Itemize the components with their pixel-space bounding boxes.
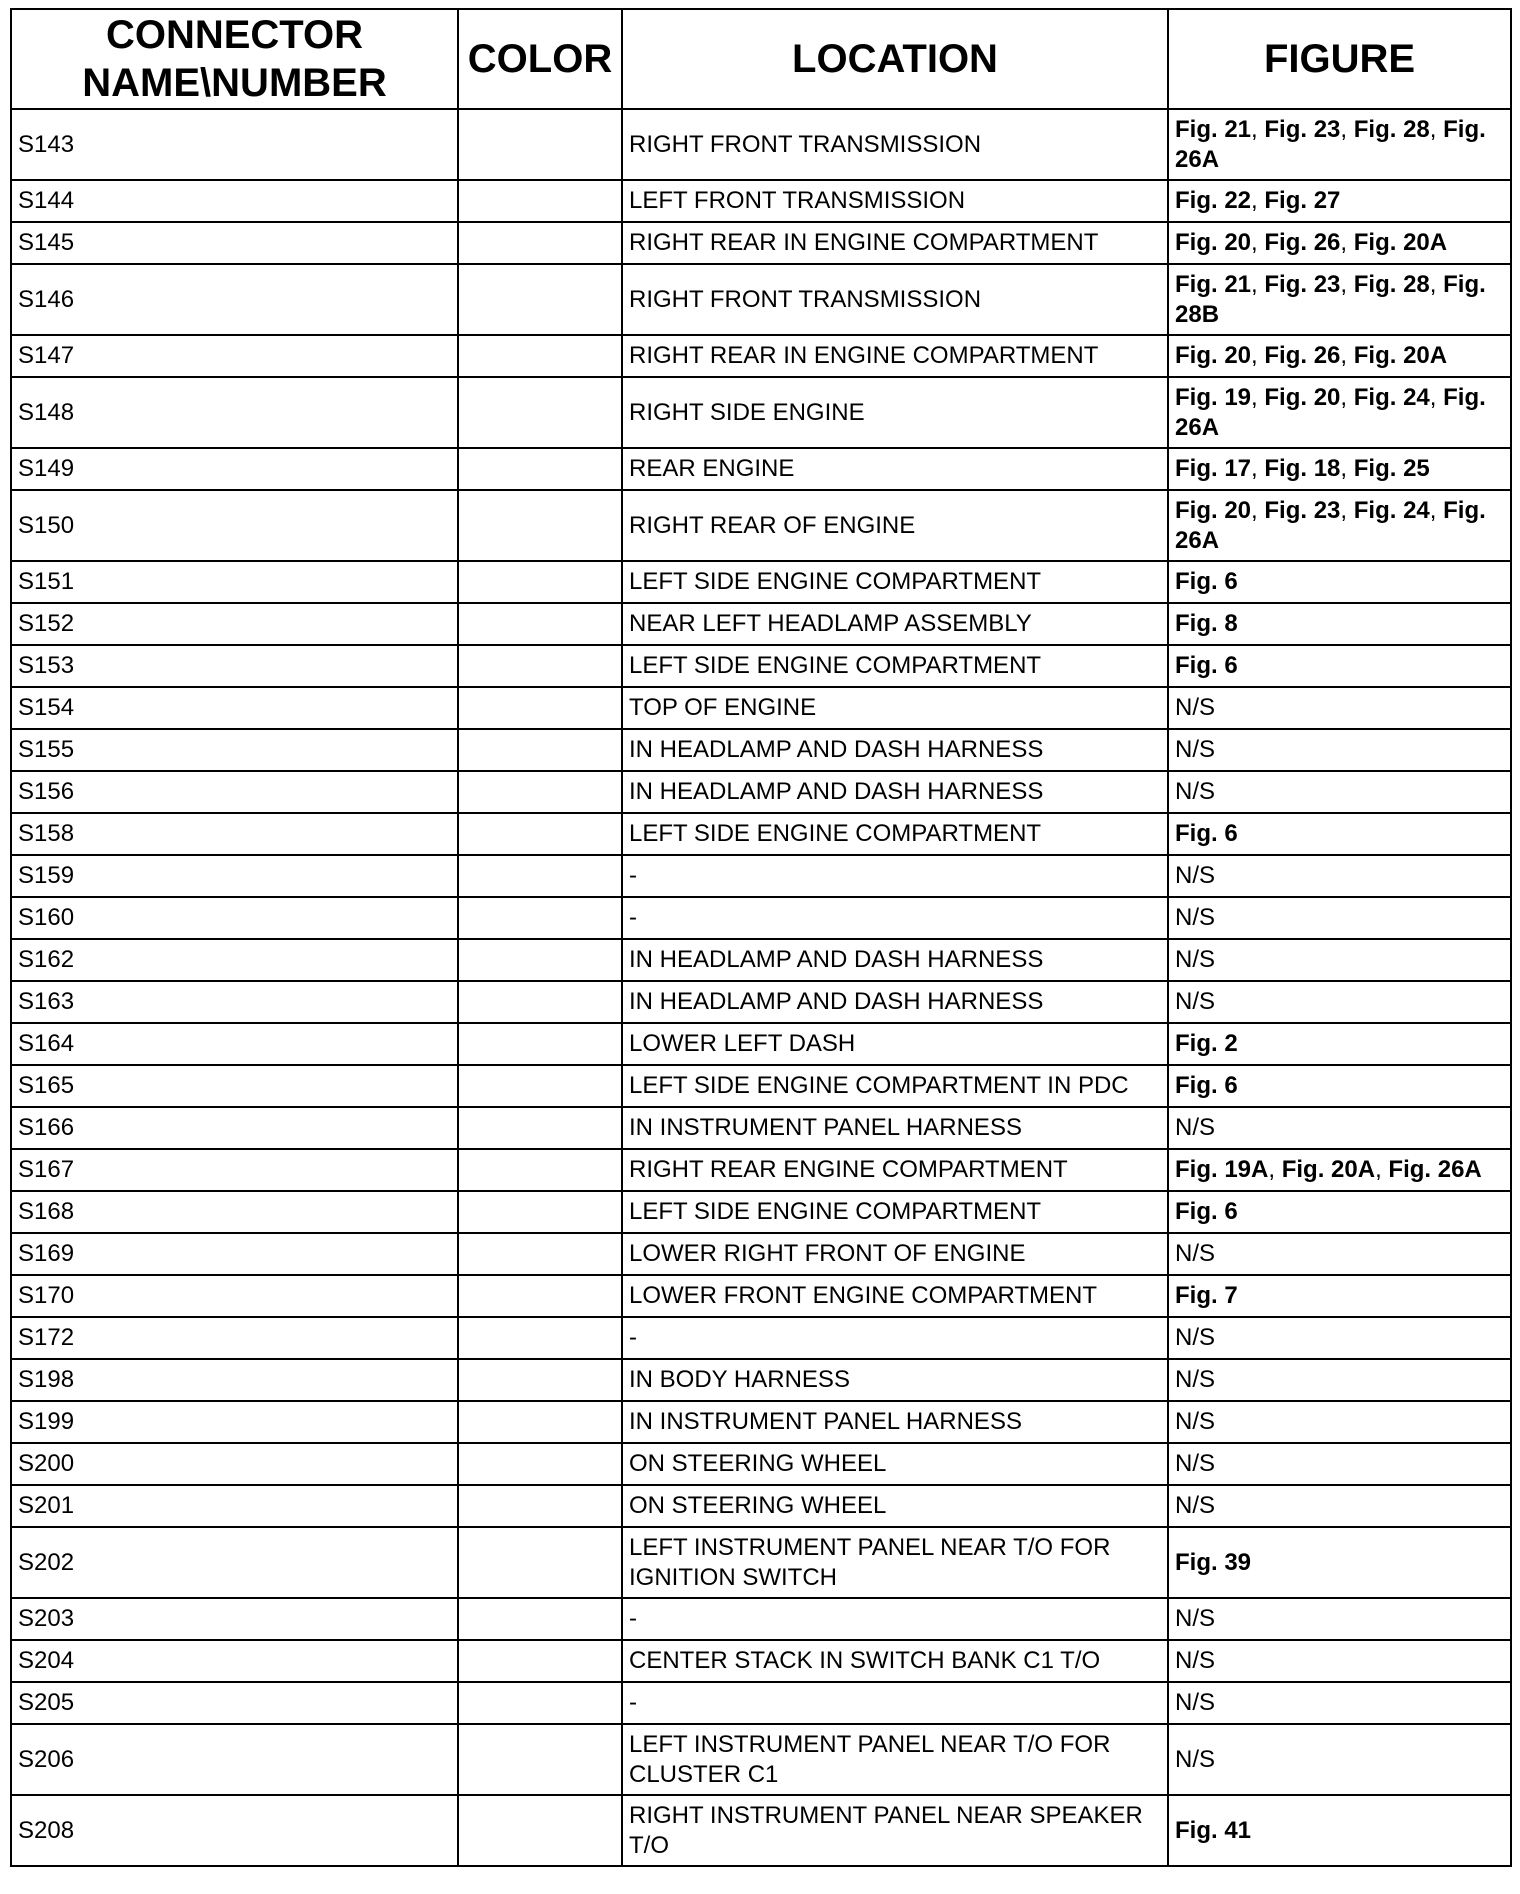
connector-location: IN BODY HARNESS: [622, 1359, 1168, 1401]
connector-location: IN INSTRUMENT PANEL HARNESS: [622, 1401, 1168, 1443]
connector-location: CENTER STACK IN SWITCH BANK C1 T/O: [622, 1640, 1168, 1682]
connector-figure: [1168, 603, 1511, 645]
figure-reference: Fig. 26A: [1175, 496, 1486, 554]
connector-location: -: [622, 1598, 1168, 1640]
connector-color: [458, 603, 622, 645]
figure-reference: Fig. 26: [1264, 342, 1341, 369]
figure-reference: Fig. 23: [1264, 115, 1341, 143]
connector-name: S143: [11, 109, 458, 180]
connector-figure: N/S: [1168, 1598, 1511, 1640]
connector-color: [458, 771, 622, 813]
connector-name: S208: [11, 1795, 458, 1866]
connector-name: S153: [11, 645, 458, 687]
connector-name: S200: [11, 1443, 458, 1485]
connector-figure: N/S: [1168, 1682, 1511, 1724]
connector-color: [458, 448, 622, 490]
table-row: [11, 264, 1511, 335]
table-row: [11, 939, 1511, 981]
connector-color: [458, 1317, 622, 1359]
figure-reference: Fig. 28B: [1175, 270, 1486, 328]
connector-location: RIGHT INSTRUMENT PANEL NEAR SPEAKER T/O: [622, 1795, 1168, 1866]
connector-color: [458, 1527, 622, 1598]
figure-reference: Fig. 20: [1175, 342, 1252, 369]
connector-name: S169: [11, 1233, 458, 1275]
table-row: [11, 1795, 1511, 1866]
connector-figure: Fig. 20, Fig. 26, Fig. 20A: [1168, 335, 1511, 377]
header-connector: CONNECTOR NAME\NUMBER: [11, 9, 458, 109]
figure-reference: Fig. 26A: [1175, 383, 1486, 441]
connector-name: S156: [11, 771, 458, 813]
connector-location: ON STEERING WHEEL: [622, 1443, 1168, 1485]
connector-name: S155: [11, 729, 458, 771]
table-row: [11, 981, 1511, 1023]
connector-figure: [1168, 561, 1511, 603]
connector-location: IN HEADLAMP AND DASH HARNESS: [622, 729, 1168, 771]
figure-reference: Fig. 20: [1264, 383, 1341, 411]
connector-color: [458, 1682, 622, 1724]
table-row: [11, 603, 1511, 645]
header-figure: FIGURE: [1168, 9, 1511, 109]
connector-figure: [1168, 813, 1511, 855]
connector-name: S199: [11, 1401, 458, 1443]
connector-color: [458, 687, 622, 729]
connector-name: S204: [11, 1640, 458, 1682]
figure-reference: Fig. 21: [1175, 270, 1252, 298]
connector-color: [458, 264, 622, 335]
connector-figure: N/S: [1168, 687, 1511, 729]
table-row: [11, 855, 1511, 897]
connector-location: LEFT FRONT TRANSMISSION: [622, 180, 1168, 222]
connector-color: [458, 1359, 622, 1401]
connector-figure: N/S: [1168, 1443, 1511, 1485]
connector-name: S148: [11, 377, 458, 448]
connector-name: S167: [11, 1149, 458, 1191]
figure-reference: Fig. 20A: [1281, 1156, 1376, 1183]
figure-reference: Fig. 28: [1353, 270, 1430, 298]
table-row: [11, 897, 1511, 939]
connector-color: [458, 729, 622, 771]
connector-location: RIGHT REAR IN ENGINE COMPARTMENT: [622, 222, 1168, 264]
connector-figure: Fig. 20, Fig. 26, Fig. 20A: [1168, 222, 1511, 264]
table-row: [11, 1443, 1511, 1485]
connector-figure: Fig. 22, Fig. 27: [1168, 180, 1511, 222]
connector-figure: [1168, 1065, 1511, 1107]
connector-location: LOWER RIGHT FRONT OF ENGINE: [622, 1233, 1168, 1275]
connector-name: S147: [11, 335, 458, 377]
connector-location: LEFT SIDE ENGINE COMPARTMENT: [622, 813, 1168, 855]
connector-color: [458, 377, 622, 448]
connector-color: [458, 855, 622, 897]
connector-location: ON STEERING WHEEL: [622, 1485, 1168, 1527]
connector-figure: N/S: [1168, 855, 1511, 897]
connector-name: S166: [11, 1107, 458, 1149]
connector-figure: Fig. 21, Fig. 23, Fig. 28, Fig. 26A: [1168, 109, 1511, 180]
connector-color: [458, 180, 622, 222]
connector-name: S198: [11, 1359, 458, 1401]
figure-reference: Fig. 18: [1264, 455, 1341, 482]
connector-location: IN HEADLAMP AND DASH HARNESS: [622, 939, 1168, 981]
figure-reference: Fig. 8: [1175, 610, 1238, 637]
connector-location: LEFT INSTRUMENT PANEL NEAR T/O FOR IGNITION SWITCH: [622, 1527, 1168, 1598]
figure-reference: Fig. 6: [1175, 568, 1238, 595]
connector-color: [458, 939, 622, 981]
table-row: [11, 1401, 1511, 1443]
figure-reference: Fig. 39: [1175, 1548, 1252, 1576]
table-row: [11, 1682, 1511, 1724]
connector-figure: [1168, 1275, 1511, 1317]
connector-name: S145: [11, 222, 458, 264]
connector-location: IN HEADLAMP AND DASH HARNESS: [622, 771, 1168, 813]
connector-color: [458, 1598, 622, 1640]
connector-name: S172: [11, 1317, 458, 1359]
table-row: [11, 561, 1511, 603]
connector-location: LEFT SIDE ENGINE COMPARTMENT: [622, 1191, 1168, 1233]
connector-location: LOWER FRONT ENGINE COMPARTMENT: [622, 1275, 1168, 1317]
connector-color: [458, 222, 622, 264]
table-row: [11, 1065, 1511, 1107]
figure-reference: Fig. 19A: [1175, 1156, 1269, 1183]
connector-name: S170: [11, 1275, 458, 1317]
connector-location: -: [622, 855, 1168, 897]
figure-reference: Fig. 6: [1175, 1198, 1238, 1225]
figure-reference: Fig. 20A: [1353, 229, 1448, 256]
connector-location: IN HEADLAMP AND DASH HARNESS: [622, 981, 1168, 1023]
connector-figure: N/S: [1168, 1317, 1511, 1359]
connector-name: S201: [11, 1485, 458, 1527]
connector-name: S158: [11, 813, 458, 855]
figure-reference: Fig. 26: [1264, 229, 1341, 256]
table-row: [11, 1598, 1511, 1640]
connector-location: REAR ENGINE: [622, 448, 1168, 490]
connector-name: S162: [11, 939, 458, 981]
connector-location: RIGHT REAR IN ENGINE COMPARTMENT: [622, 335, 1168, 377]
header-row: [11, 9, 1511, 109]
figure-reference: Fig. 19: [1175, 383, 1252, 411]
connector-figure: [1168, 1795, 1511, 1866]
connector-color: [458, 1485, 622, 1527]
connector-location: LOWER LEFT DASH: [622, 1023, 1168, 1065]
table-row: [11, 1107, 1511, 1149]
connector-location: RIGHT REAR ENGINE COMPARTMENT: [622, 1149, 1168, 1191]
table-row: [11, 222, 1511, 264]
table-row: [11, 687, 1511, 729]
connector-color: [458, 490, 622, 561]
connector-location: RIGHT FRONT TRANSMISSION: [622, 264, 1168, 335]
connector-figure: N/S: [1168, 939, 1511, 981]
connector-location: LEFT SIDE ENGINE COMPARTMENT: [622, 645, 1168, 687]
connector-color: [458, 1107, 622, 1149]
header-color: COLOR: [458, 9, 622, 109]
connector-name: S149: [11, 448, 458, 490]
connector-location: LEFT SIDE ENGINE COMPARTMENT: [622, 561, 1168, 603]
connector-location: IN INSTRUMENT PANEL HARNESS: [622, 1107, 1168, 1149]
connector-figure: [1168, 1527, 1511, 1598]
connector-figure: N/S: [1168, 729, 1511, 771]
figure-reference: Fig. 6: [1175, 1072, 1238, 1099]
connector-figure: Fig. 19A, Fig. 20A, Fig. 26A: [1168, 1149, 1511, 1191]
connector-color: [458, 1401, 622, 1443]
connector-figure: N/S: [1168, 771, 1511, 813]
table-row: [11, 335, 1511, 377]
table-row: [11, 813, 1511, 855]
connector-figure: [1168, 645, 1511, 687]
connector-color: [458, 645, 622, 687]
table-row: [11, 448, 1511, 490]
connector-figure: Fig. 17, Fig. 18, Fig. 25: [1168, 448, 1511, 490]
connector-location: -: [622, 1682, 1168, 1724]
table-row: [11, 109, 1511, 180]
figure-reference: Fig. 41: [1175, 1816, 1252, 1844]
figure-reference: Fig. 28: [1353, 115, 1430, 143]
figure-reference: Fig. 23: [1264, 270, 1341, 298]
table-row: [11, 1023, 1511, 1065]
connector-figure: N/S: [1168, 1359, 1511, 1401]
table-row: [11, 1191, 1511, 1233]
connector-name: S168: [11, 1191, 458, 1233]
connector-figure: N/S: [1168, 1485, 1511, 1527]
connector-location: TOP OF ENGINE: [622, 687, 1168, 729]
connector-location: -: [622, 897, 1168, 939]
connector-color: [458, 1023, 622, 1065]
connector-figure: N/S: [1168, 897, 1511, 939]
connector-name: S163: [11, 981, 458, 1023]
figure-reference: Fig. 7: [1175, 1282, 1238, 1309]
connector-color: [458, 1443, 622, 1485]
connector-figure: [1168, 1023, 1511, 1065]
figure-reference: Fig. 26A: [1175, 115, 1486, 173]
connector-color: [458, 897, 622, 939]
connector-color: [458, 1795, 622, 1866]
figure-reference: Fig. 20: [1175, 229, 1252, 256]
header-location: LOCATION: [622, 9, 1168, 109]
table-row: [11, 1527, 1511, 1598]
connector-name: S160: [11, 897, 458, 939]
table-row: [11, 1359, 1511, 1401]
connector-location: RIGHT SIDE ENGINE: [622, 377, 1168, 448]
figure-reference: Fig. 6: [1175, 652, 1238, 679]
connector-figure: N/S: [1168, 981, 1511, 1023]
connector-location: RIGHT REAR OF ENGINE: [622, 490, 1168, 561]
connector-name: S164: [11, 1023, 458, 1065]
figure-reference: Fig. 6: [1175, 820, 1238, 847]
table-row: [11, 1485, 1511, 1527]
connector-color: [458, 1065, 622, 1107]
connector-color: [458, 1724, 622, 1795]
figure-reference: Fig. 21: [1175, 115, 1252, 143]
connector-location: LEFT SIDE ENGINE COMPARTMENT IN PDC: [622, 1065, 1168, 1107]
connector-location: RIGHT FRONT TRANSMISSION: [622, 109, 1168, 180]
connector-figure: N/S: [1168, 1401, 1511, 1443]
connector-location: -: [622, 1317, 1168, 1359]
connector-figure: Fig. 19, Fig. 20, Fig. 24, Fig. 26A: [1168, 377, 1511, 448]
figure-reference: Fig. 27: [1264, 187, 1341, 214]
connector-name: S206: [11, 1724, 458, 1795]
figure-reference: Fig. 20: [1175, 496, 1252, 524]
connector-color: [458, 1233, 622, 1275]
figure-reference: Fig. 26A: [1388, 1156, 1482, 1183]
table-row: [11, 729, 1511, 771]
connector-color: [458, 1275, 622, 1317]
figure-reference: Fig. 2: [1175, 1030, 1238, 1057]
table-row: [11, 645, 1511, 687]
figure-reference: Fig. 25: [1353, 455, 1430, 482]
connector-name: S151: [11, 561, 458, 603]
connector-name: S146: [11, 264, 458, 335]
figure-reference: Fig. 23: [1264, 496, 1341, 524]
connector-figure: Fig. 21, Fig. 23, Fig. 28, Fig. 28B: [1168, 264, 1511, 335]
connector-figure: Fig. 20, Fig. 23, Fig. 24, Fig. 26A: [1168, 490, 1511, 561]
connector-name: S152: [11, 603, 458, 645]
table-row: [11, 1640, 1511, 1682]
connector-color: [458, 109, 622, 180]
connector-table: [10, 8, 1512, 1867]
connector-color: [458, 335, 622, 377]
table-row: [11, 180, 1511, 222]
table-row: [11, 377, 1511, 448]
table-row: [11, 1275, 1511, 1317]
table-row: [11, 1724, 1511, 1795]
connector-name: S154: [11, 687, 458, 729]
figure-reference: Fig. 22: [1175, 187, 1252, 214]
connector-figure: N/S: [1168, 1724, 1511, 1795]
connector-color: [458, 1149, 622, 1191]
figure-reference: Fig. 17: [1175, 455, 1252, 482]
figure-reference: Fig. 24: [1353, 383, 1430, 411]
connector-figure: N/S: [1168, 1107, 1511, 1149]
connector-name: S150: [11, 490, 458, 561]
connector-color: [458, 561, 622, 603]
connector-name: S205: [11, 1682, 458, 1724]
connector-name: S159: [11, 855, 458, 897]
table-row: [11, 490, 1511, 561]
connector-location: NEAR LEFT HEADLAMP ASSEMBLY: [622, 603, 1168, 645]
connector-figure: N/S: [1168, 1640, 1511, 1682]
table-row: [11, 1317, 1511, 1359]
connector-color: [458, 813, 622, 855]
table-row: [11, 1233, 1511, 1275]
connector-color: [458, 1640, 622, 1682]
table-row: [11, 771, 1511, 813]
connector-name: S203: [11, 1598, 458, 1640]
figure-reference: Fig. 24: [1353, 496, 1430, 524]
connector-name: S144: [11, 180, 458, 222]
connector-name: S202: [11, 1527, 458, 1598]
figure-reference: Fig. 20A: [1353, 342, 1448, 369]
connector-color: [458, 981, 622, 1023]
table-row: [11, 1149, 1511, 1191]
connector-figure: [1168, 1191, 1511, 1233]
connector-name: S165: [11, 1065, 458, 1107]
connector-color: [458, 1191, 622, 1233]
connector-figure: N/S: [1168, 1233, 1511, 1275]
connector-location: LEFT INSTRUMENT PANEL NEAR T/O FOR CLUSTER C1: [622, 1724, 1168, 1795]
